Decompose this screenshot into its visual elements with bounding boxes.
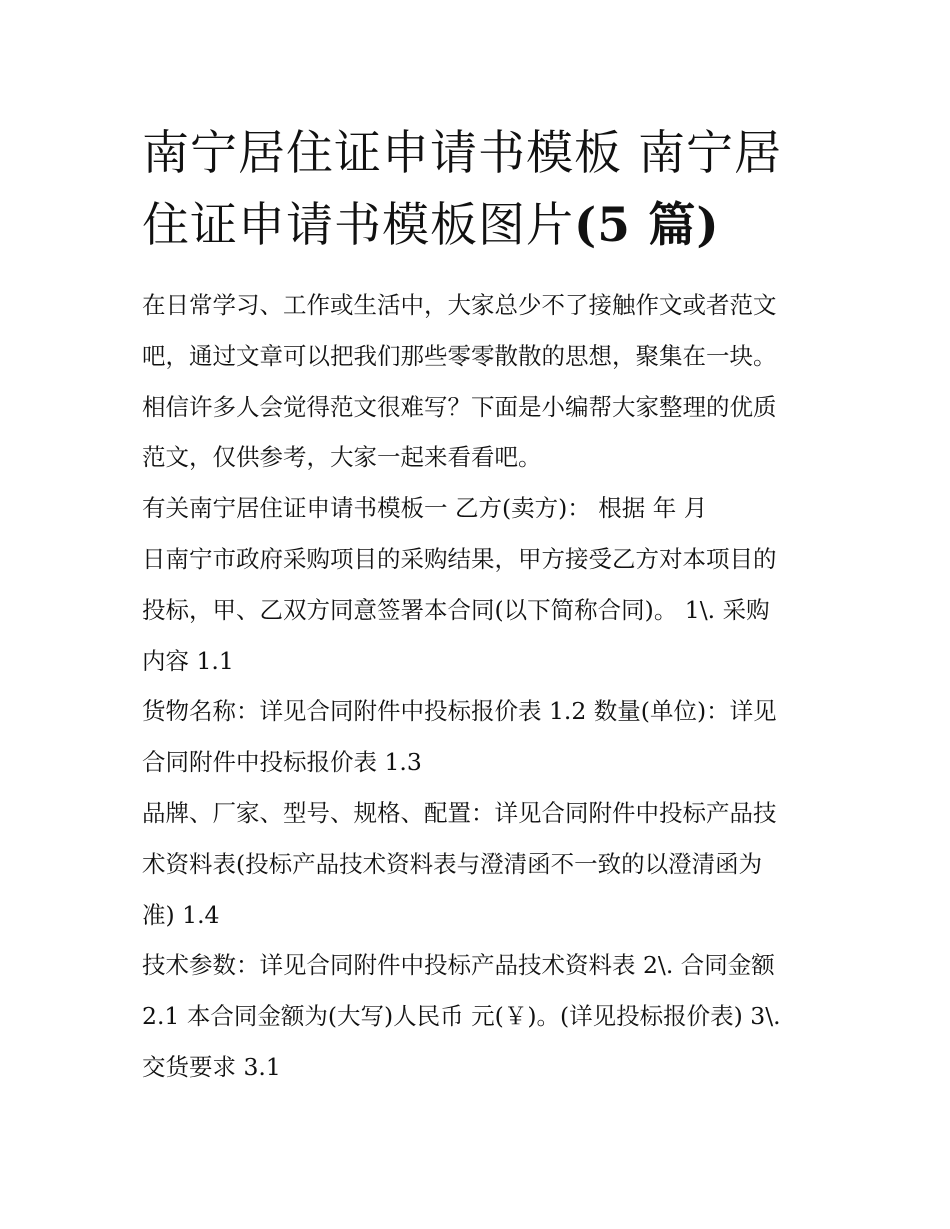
body-line: 交货要求 3.1 xyxy=(142,1052,281,1081)
document-page xyxy=(142,118,822,1093)
title-line-1: 南宁居住证申请书模板 南宁居 xyxy=(142,126,782,181)
title-line-2: 住证申请书模板图片(5 篇) xyxy=(142,198,720,253)
document-title xyxy=(142,118,822,262)
body-line: 有关南宁居住证申请书模板一 乙方(卖方)： 根据 年 月 xyxy=(142,494,708,523)
body-line: 品牌、厂家、型号、规格、配置：详见合同附件中投标产品技 xyxy=(142,798,777,827)
body-line: 术资料表(投标产品技术资料表与澄清函不一致的以澄清函为 xyxy=(142,849,763,878)
title-count: (5 xyxy=(574,198,631,253)
body-line: 货物名称：详见合同附件中投标报价表 1.2 数量(单位)：详见 xyxy=(142,697,777,726)
body-line: 2.1 本合同金额为(大写)人民币 元(￥)。(详见投标报价表) 3\. xyxy=(142,1002,781,1031)
body-line: 内容 1.1 xyxy=(142,646,234,675)
body-line: 相信许多人会觉得范文很难写？下面是小编帮大家整理的优质 xyxy=(142,392,777,421)
body-line: 在日常学习、工作或生活中，大家总少不了接触作文或者范文 xyxy=(142,291,777,319)
body-line: 合同附件中投标报价表 1.3 xyxy=(142,748,422,777)
body-line: 投标，甲、乙双方同意签署本合同(以下简称合同)。 1\. 采购 xyxy=(142,595,770,624)
body-line: 准) 1.4 xyxy=(142,900,220,929)
title-suffix: 篇) xyxy=(630,198,720,253)
body-line: 范文，仅供参考，大家一起来看看吧。 xyxy=(142,443,542,472)
body-line: 日南宁市政府采购项目的采购结果，甲方接受乙方对本项目的 xyxy=(142,544,777,573)
body-line: 吧，通过文章可以把我们那些零零散散的思想，聚集在一块。 xyxy=(142,341,777,370)
body-line: 技术参数：详见合同附件中投标产品技术资料表 2\. 合同金额 xyxy=(142,951,775,980)
